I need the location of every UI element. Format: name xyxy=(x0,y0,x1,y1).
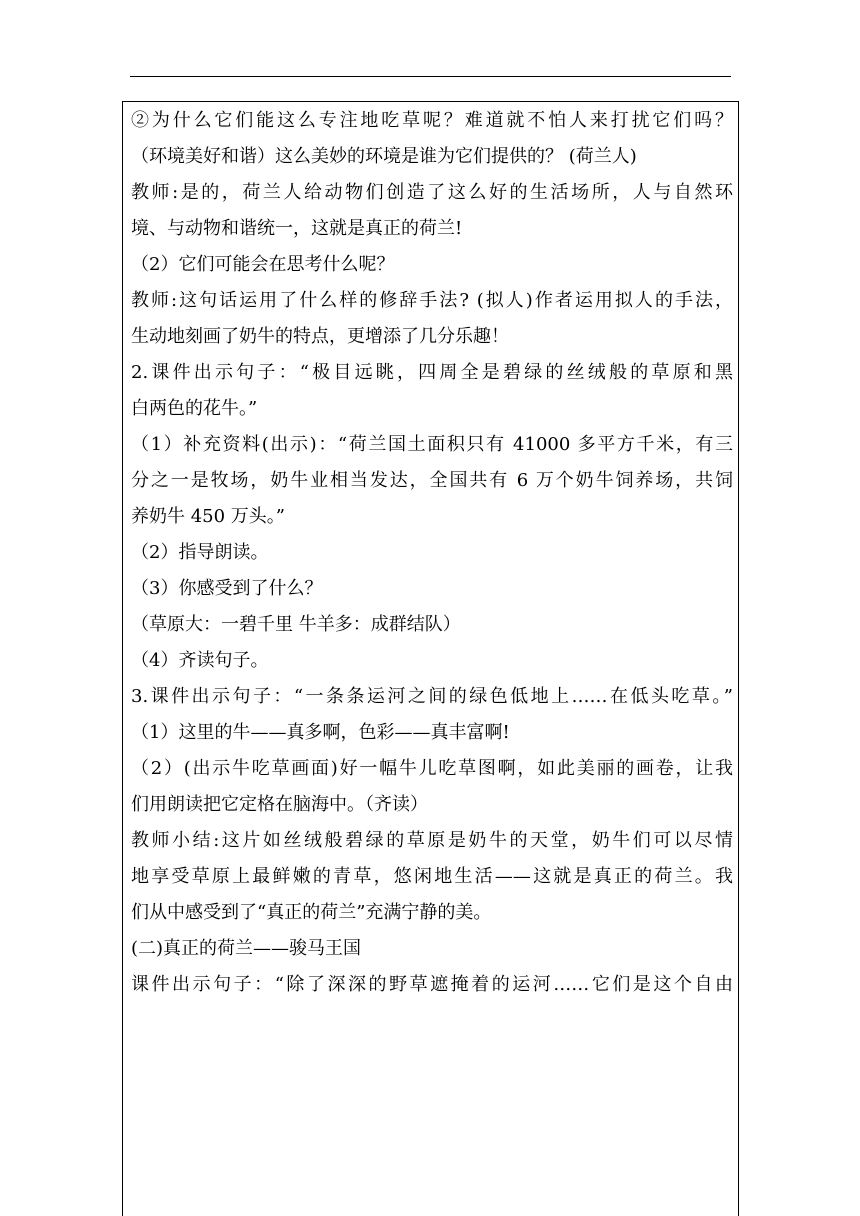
text-line: ②为什么它们能这么专注地吃草呢？难道就不怕人来打扰它们吗？ xyxy=(131,110,733,131)
text-line: （草原大：一碧千里 牛羊多：成群结队） xyxy=(131,614,461,635)
text-line: 们用朗读把它定格在脑海中。（齐读） xyxy=(131,794,428,815)
text-line: (二)真正的荷兰——骏马王国 xyxy=(131,938,362,959)
text-line: 生动地刻画了奶牛的特点，更增添了几分乐趣！ xyxy=(131,326,509,347)
text-line: （1）补充资料(出示)：“荷兰国土面积只有 41000 多平方千米，有三 xyxy=(131,434,733,455)
text-line: 课件出示句子：“除了深深的野草遮掩着的运河……它们是这个自由 xyxy=(131,974,733,995)
text-line: （1）这里的牛——真多啊，色彩——真丰富啊! xyxy=(131,722,510,743)
header-rule xyxy=(130,76,731,77)
text-line: 们从中感受到了“真正的荷兰”充满宁静的美。 xyxy=(131,902,492,923)
text-line: 地享受草原上最鲜嫩的青草，悠闲地生活——这就是真正的荷兰。我 xyxy=(131,866,733,887)
text-line: （环境美好和谐）这么美妙的环境是谁为它们提供的？ (荷兰人) xyxy=(131,146,637,167)
text-line: 3.课件出示句子：“一条条运河之间的绿色低地上……在低头吃草。” xyxy=(131,686,733,707)
text-line: （2）(出示牛吃草画面)好一幅牛儿吃草图啊，如此美丽的画卷，让我 xyxy=(131,758,733,779)
text-line: 分之一是牧场，奶牛业相当发达，全国共有 6 万个奶牛饲养场，共饲 xyxy=(131,470,733,491)
text-line: 白两色的花牛。” xyxy=(131,398,258,419)
text-line: 教师:这句话运用了什么样的修辞手法? (拟人)作者运用拟人的手法， xyxy=(131,290,733,311)
document-body xyxy=(131,103,733,1003)
text-line: （4）齐读句子。 xyxy=(131,650,269,671)
text-line: 境、与动物和谐统一，这就是真正的荷兰! xyxy=(131,218,463,239)
text-line: （2）指导朗读。 xyxy=(131,542,269,563)
text-line: 2.课件出示句子：“极目远眺，四周全是碧绿的丝绒般的草原和黑 xyxy=(131,362,733,383)
text-line: （3）你感受到了什么？ xyxy=(131,578,323,599)
text-line: 养奶牛 450 万头。” xyxy=(131,506,286,527)
text-line: 教师小结:这片如丝绒般碧绿的草原是奶牛的天堂，奶牛们可以尽情 xyxy=(131,830,733,851)
text-line: 教师:是的，荷兰人给动物们创造了这么好的生活场所，人与自然环 xyxy=(131,182,733,203)
text-line: （2）它们可能会在思考什么呢？ xyxy=(131,254,395,275)
